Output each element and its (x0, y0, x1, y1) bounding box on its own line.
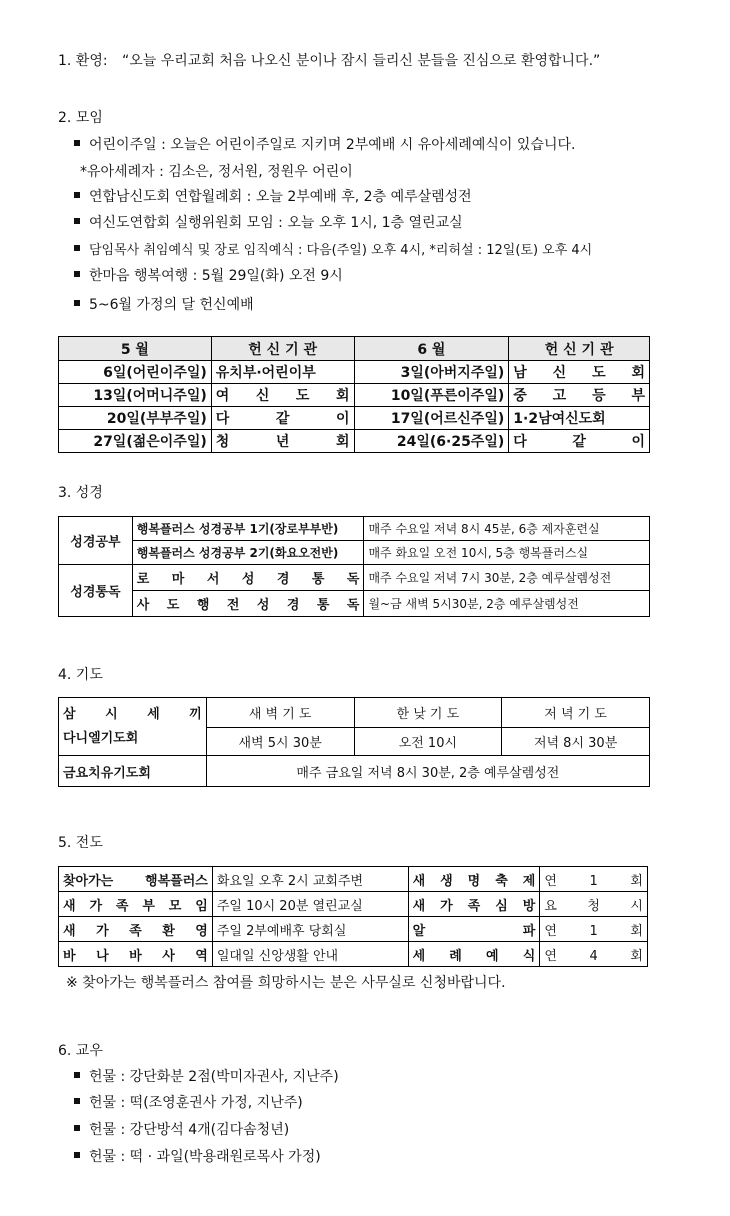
gathering-item: 여신도연합회 실행위원회 모임 : 오늘 오후 1시, 1층 열린교실 (74, 212, 463, 232)
gathering-item: 담임목사 취임예식 및 장로 임직예식 : 다음(주일) 오후 4시, *리허설 : 12일(토) 오후 4시 (74, 239, 592, 258)
bullet-square-icon (74, 1152, 80, 1158)
header-dept: 헌 신 기 관 (211, 337, 354, 361)
bullet-square-icon (74, 271, 80, 277)
evangelism-heading: 5. 전도 (58, 835, 103, 851)
table-row: 20일(부부주일) 다 같 이 17일(어르신주일) 1·2남여신도회 (59, 407, 650, 430)
prayer-heading: 4. 기도 (58, 667, 103, 683)
friday-prayer-label: 금요치유기도회 (59, 756, 207, 787)
table-row: 27일(젊은이주일) 청 년 회 24일(6·25주일) 다 같 이 (59, 430, 650, 453)
table-row (59, 756, 650, 787)
table-row: 성경공부 행복플러스 성경공부 1기(장로부부반) 매주 수요일 저녁 8시 45분, 6층 제자훈련실 (59, 517, 650, 541)
table-row: 성경통독 로 마 서 성 경 통 독 매주 수요일 저녁 7시 30분, 2층 예루살렘성전 (59, 565, 650, 591)
table-row: 사 도 행 전 성 경 통 독 월~금 새벽 5시30분, 2층 예루살렘성전 (59, 591, 650, 617)
table-row: 새 가 족 환 영 주일 2부예배후 당회실 알 파 연 1 회 (59, 917, 648, 942)
baptism-note: *유아세례자 : 김소은, 정서원, 정원우 어린이 (80, 164, 353, 180)
bullet-square-icon (74, 1072, 80, 1078)
fellowship-item: 헌물 : 강단화분 2점(박미자권사, 지난주) (74, 1066, 339, 1086)
header-june: 6 월 (354, 337, 509, 361)
daniel-prayer-label: 삼 시 세 끼 다니엘기도회 (59, 698, 207, 756)
evangelism-note: ※ 찾아가는 행복플러스 참여를 희망하시는 분은 사무실로 신청바랍니다. (66, 975, 506, 991)
bullet-square-icon (74, 245, 80, 251)
table-row: 새 가 족 부 모 임 주일 10시 20분 열린교실 새 가 족 심 방 요 청 시 (59, 892, 648, 917)
gathering-item: 5~6월 가정의 달 헌신예배 (74, 294, 254, 314)
welcome-text: “오늘 우리교회 처음 나오신 분이나 잠시 들리신 분들을 진심으로 환영합니다.” (122, 53, 601, 69)
table-row: 새벽 5시 30분 오전 10시 저녁 8시 30분 (59, 728, 650, 756)
evangelism-table (58, 866, 648, 967)
gathering-heading: 2. 모임 (58, 110, 103, 126)
table-row: 삼 시 세 끼 다니엘기도회 새 벽 기 도 한 낮 기 도 저 녁 기 도 (59, 698, 650, 728)
bible-heading: 3. 성경 (58, 485, 103, 501)
table-row: 13일(어머니주일) 여 신 도 회 10일(푸른이주일) 중 고 등 부 (59, 384, 650, 407)
table-row: 바 나 바 사 역 일대일 신앙생활 안내 세 례 예 식 연 4 회 (59, 942, 648, 967)
study-label: 성경공부 (59, 517, 133, 565)
bible-table (58, 516, 650, 617)
gathering-item: 연합남신도회 연합월례회 : 오늘 2부예배 후, 2층 예루살렘성전 (74, 186, 472, 206)
fellowship-item: 헌물 : 떡(조영훈권사 가정, 지난주) (74, 1092, 303, 1112)
bullet-square-icon (74, 218, 80, 224)
header-may: 5 월 (59, 337, 212, 361)
table-row: 6일(어린이주일) 유치부·어린이부 3일(아버지주일) 남 신 도 회 (59, 361, 650, 384)
welcome-number: 1. 환영: (58, 53, 108, 69)
bullet-square-icon (74, 192, 80, 198)
table-row: 행복플러스 성경공부 2기(화요오전반) 매주 화요일 오전 10시, 5층 행복플러스실 (59, 541, 650, 565)
bullet-square-icon (74, 1125, 80, 1131)
worship-schedule-table (58, 336, 650, 453)
fellowship-item: 헌물 : 떡 · 과일(박용래원로목사 가정) (74, 1146, 321, 1166)
table-header-row (59, 337, 650, 361)
prayer-table (58, 697, 650, 787)
bullet-square-icon (74, 1098, 80, 1104)
gathering-item: 어린이주일 : 오늘은 어린이주일로 지키며 2부예배 시 유아세례예식이 있습니다. (74, 134, 575, 154)
friday-prayer-time: 매주 금요일 저녁 8시 30분, 2층 예루살렘성전 (206, 756, 649, 787)
table-row: 찾아가는 행복플러스 화요일 오후 2시 교회주변 새 생 명 축 제 연 1 회 (59, 867, 648, 892)
bullet-square-icon (74, 300, 80, 306)
bullet-square-icon (74, 140, 80, 146)
header-dept: 헌 신 기 관 (509, 337, 650, 361)
welcome-line (58, 50, 600, 70)
fellowship-heading: 6. 교우 (58, 1043, 103, 1059)
fellowship-item: 헌물 : 강단방석 4개(김다솜청년) (74, 1119, 289, 1139)
gathering-item: 한마음 행복여행 : 5월 29일(화) 오전 9시 (74, 265, 343, 285)
reading-label: 성경통독 (59, 565, 133, 617)
